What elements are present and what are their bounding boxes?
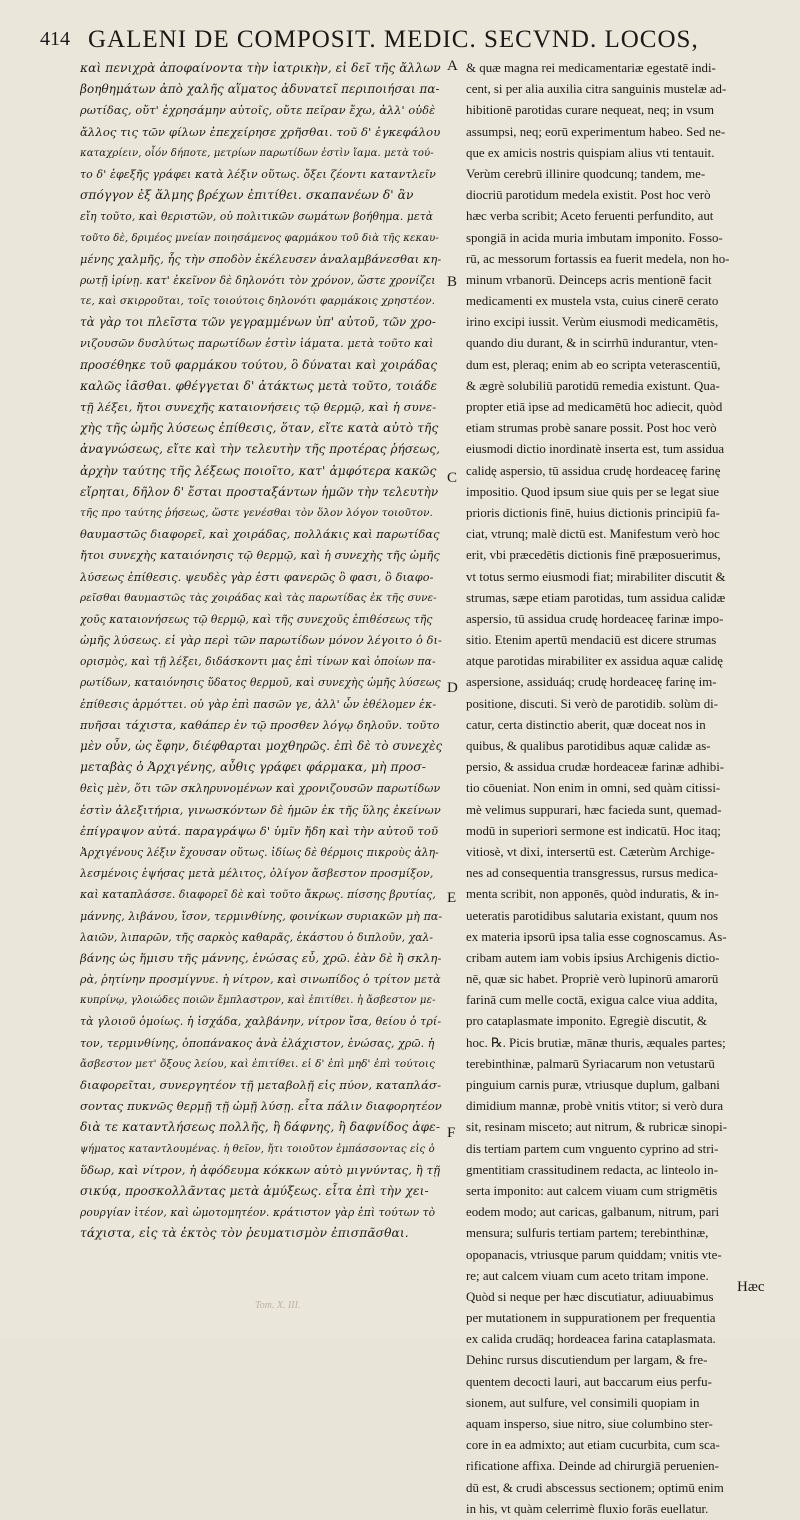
text-line: ἤτοι συνεχὴς καταιόνησις τῷ θερμῷ, καὶ ἡ συνεχὴς τῆς ὠμῆς [80, 549, 440, 563]
text-line: sionem, aut sulfure, vel consimili quopiam in [466, 1395, 700, 1410]
latin-text-column [466, 58, 766, 1520]
text-line: ex calida crudāq; hordeacea farina cataplasmata. [466, 1332, 716, 1347]
text-line: eiusmodi dictio inordinatè inserta est, tum assidua [466, 442, 725, 457]
text-line: ρὰ, ῥητίνην προσμίγνυε. ἡ νίτρον, καὶ σινωπίδος ὁ τρίτον μετὰ [80, 973, 441, 987]
bleed-through-text: Tom. X. III. [255, 1300, 301, 1311]
text-line: aspersione, assiduáq; crudę hordeaceę farinę im- [466, 675, 717, 690]
text-line: χοῦς καταιονήσεως τῷ θερμῷ, καὶ τῆς συνεχοῦς ἐπιθέσεως τῆς [80, 612, 433, 626]
margin-letter: D [447, 680, 458, 696]
text-line: σικύᾳ, προσκολλᾶντας μετὰ ἀμύξεως. εἶτα ἐπὶ τὴν χει- [80, 1183, 429, 1198]
text-line: dis tertiam partem cum vnguento cyprino ad stri- [466, 1141, 719, 1156]
text-line: ἀρχὴν ταύτης τῆς λέξεως ποιοῖτο, κατ' ἀμφότερα κακῶς [80, 463, 437, 478]
margin-letter: F [447, 1125, 456, 1141]
text-line: θεὶς μὲν, ὅτι τῶν σκληρυνομένων καὶ χρονιζουσῶν παρωτίδων [80, 782, 441, 796]
text-line: διαφορεῖται, συνεργητέον τῇ μεταβολῇ εἰς πύον, καταπλάσ- [80, 1078, 442, 1092]
text-line: ὕδωρ, καὶ νίτρον, ἡ ἀφόδευμα κόκκων αὐτὸ μιγνύντας, ἢ τῇ [80, 1162, 441, 1177]
text-line: σπόγγον ἐξ ἅλμης βρέχων ἐπιτίθει. σκαπανέων δ' ἂν [80, 188, 414, 203]
text-line: & quæ magna rei medicamentariæ egestatē indi- [466, 61, 716, 75]
margin-letter: C [447, 470, 458, 486]
text-line: μάννης, λιβάνου, ἴσον, τερμινθίνης, φοινίκων συριακῶν μὴ πα- [80, 909, 442, 923]
text-line: modū in superiori sermone est indicatū. Hoc itaq; [466, 823, 721, 838]
text-line: ueteratis parotidibus salutaria existant, quum nos [466, 908, 719, 923]
text-line: το δ' ἐφεξῆς γράφει κατὰ λέξιν οὕτως. ὄξει ζέοντι καταντλεῖν [80, 167, 436, 181]
text-line: τον, τερμινθίνης, ὀποπάνακος ἀνὰ ἐλάχιστον, ἑνώσας, χρῶ. ἡ [80, 1036, 435, 1050]
text-line: per mutationem in suppurationem per frequentia [466, 1311, 716, 1326]
text-line: βοηθημάτων ἀπὸ χαλῆς αἵματος ἀδυνατεῖ περιποιήσαι πα- [80, 82, 440, 97]
text-line: hæc verba scribit; Aceto feruenti perfundito, aut [466, 209, 714, 224]
text-line: rificatione affixa. Deinde ad chirurgiā peruenien- [466, 1459, 719, 1474]
text-line: dimidium mannæ, probè vnitis vtitor; si verò dura [466, 1099, 724, 1114]
text-line: aspersio, tū assidua crudę hordeaceę farinæ impo- [466, 611, 724, 626]
text-line: medicamenti ex mustela vsta, cuius cinerē cerato [466, 294, 719, 309]
text-line: βάνης ὡς ἥμισυ τῆς μάννης, ἑνώσας εὖ, χρῶ. ἐὰν δὲ ἢ σκλη- [80, 950, 442, 965]
text-line: ἐστὶν ἀλεξιτήρια, γινωσκόντων δὲ ἡμῶν ἐκ τῆς ὕλης ἐκείνων [80, 803, 441, 817]
text-line: θαυμαστῶς διαφορεῖ, καὶ χοιράδας, πολλάκις καὶ παρωτίδας [80, 528, 440, 542]
text-line: ὠμῆς λύσεως. εἰ γὰρ περὶ τῶν παρωτίδων μόνον λέγοιτο ὁ δι- [80, 634, 442, 648]
text-line: ἐπίγραψον αὐτά. παραγράψω δ' ὑμῖν ἤδη καὶ τὴν αὐτοῦ τοῦ [80, 823, 439, 838]
text-line: spongiā in acida muria imbutam imponito. Fosso- [466, 230, 723, 245]
text-line: eodem modo; aut caricas, galbanum, nitrum, pari [466, 1205, 720, 1220]
text-line: Verùm cerebrū illinire quodcunq; tandem, me- [466, 166, 706, 181]
text-line: τὰ γὰρ τοι πλεῖστα τῶν γεγραμμένων ὑπ' αὐτοῦ, τῶν χρο- [80, 315, 436, 330]
text-line: assumpsi, neq; eorū experimentum habeo. Sed ne- [466, 124, 726, 139]
text-line: cribam autem iam vobis ipsius Archigenis dictio- [466, 950, 720, 965]
text-line: ἄλλος τις τῶν φίλων ἐπεχείρησε χρῆσθαι. τοῦ δ' ἐγκεφάλου [80, 124, 441, 139]
text-line: μὲν οὖν, ὡς ἔφην, διέφθαρται μοχθηρῶς. ἐπὶ δὲ τὸ συνεχὲς [80, 739, 442, 753]
text-line: τὰ γλοιοῦ ὁμοίως. ἡ ἰσχάδα, χαλβάνην, νίτρον ἴσα, θείου ὁ τρί- [80, 1015, 442, 1029]
text-line: aquam inspersο, siue nitro, siue columbino ster- [466, 1417, 713, 1431]
text-line: mè velimus suppurari, hæc facieda sunt, quemad- [466, 802, 722, 817]
text-line: ρουργίαν ἰτέον, καὶ ὠμοτομητέον. κράτιστον γὰρ ἐπὶ τούτων τὸ [80, 1206, 436, 1220]
text-line: ρωτίδας, οὔτ' ἐχρησάμην αὐτοῖς, οὔτε πεῖραν ἔχω, ἀλλ' οὐδὲ [80, 104, 436, 118]
text-line: nē, quæ sic habet. Propriè verò lupinorū amarorū [466, 972, 719, 987]
text-line: ἀναγνώσεως, εἴτε καὶ τὴν τελευτὴν τῆς προτέρας ῥήσεως, [80, 442, 440, 457]
text-line: propter etiā ipse ad medicamētū hoc adiecit, quòd [466, 400, 723, 414]
text-line: pinguium carnis puræ, vtriusque duplum, galbani [466, 1078, 720, 1092]
text-line: νιζουσῶν δυσλύτως παρωτίδων ἐστὶν ἰάματα. μετὰ τοῦτο καὶ [80, 337, 434, 351]
text-line: τάχιστα, εἰς τὰ ἐκτὸς τὸν ῥευματισμὸν ἐπισπᾶσθαι. [80, 1226, 409, 1241]
text-line: Dehinc rursus discutiendum per largam, & fre- [466, 1353, 708, 1368]
text-line: prioris dictionis finē, huius dictionis principiū fa- [466, 505, 720, 520]
text-line: tio cōueniat. Non enim in omni, sed quàm citissi- [466, 781, 721, 796]
text-line: πυῆσαι τάχιστα, καθάπερ ἐν τῷ προσθεν λόγῳ δηλοῦν. τοῦτο [80, 718, 440, 732]
text-line: positione, discuti. Si verò de parotidib. solùm di- [466, 696, 719, 711]
text-line: διὰ τε καταντλήσεως πολλῆς, ἢ δάφνης, ἢ δαφνίδος ἀφε- [80, 1120, 441, 1135]
text-line: ἐπίθεσις ἁρμόττει. οὐ γὰρ ἐπὶ πασῶν γε, ἀλλ' ὧν ἐθέλομεν ἐκ- [80, 697, 437, 711]
text-line: quentem decocti lauri, aut baccarum eius perfu- [466, 1374, 712, 1389]
text-line: & ægrè solubiliū parotidū remedia existunt. Qua- [466, 378, 720, 393]
text-line: in his, vt quàm celerrimè fluxio forās euellatur. [466, 1501, 709, 1516]
text-line: que ex amicis nostris quispiam alius vti tentauit. [466, 145, 715, 160]
text-line: serta imponito: aut calcem viuam cum strigmētis [466, 1183, 718, 1198]
text-line: ρεῖσθαι θαυμαστῶς τὰς χοιράδας καὶ τὰς παρωτίδας ἐκ τῆς συνε- [80, 591, 437, 604]
text-line: dum est, pleraq; enim ab eo scripta veterascentiū, [466, 357, 721, 372]
text-line: εἴρηται, δῆλον δ' ἔσται προσταξάντων ἡμῶν τὴν τελευτὴν [80, 484, 439, 499]
text-line: erit, vbi præcedētis dictionis finē præposuerimus, [466, 548, 721, 563]
text-line: quibus, & qualibus parotidibus aquæ calidæ as- [466, 739, 711, 753]
text-line: farinā cum melle coctā, exigua calce viua addita, [466, 993, 718, 1008]
text-line: sit, resinam misceto; aut nitrum, & rubricæ sinopi- [466, 1120, 727, 1135]
text-line: sitio. Etenim apertū mendaciū est dicere strumas [466, 633, 717, 648]
text-line: rū, ac messorum fortassis ea fuerit medela, non ho- [466, 251, 730, 266]
text-line: καταχρίειν, οἷόν δήποτε, μετρίων παρωτίδων ἐστὶν ἴαμα. μετὰ τού- [80, 147, 434, 159]
text-line: core in ea admixto; aut etiam cucurbita, cum sca- [466, 1438, 720, 1453]
text-line: ορισμὸς, καὶ τῇ λέξει, διδάσκοντι μας ἐπὶ τίνων καὶ ὁποίων πα- [80, 655, 436, 669]
page-number: 414 [40, 28, 70, 50]
text-line: καὶ πενιχρὰ ἀποφαίνοντα τὴν ἰατρικὴν, εἰ δεῖ τῆς ἄλλων [80, 61, 441, 75]
text-line: ψήματος καταντλουμένας. ἡ θεῖον, ἤτι τοιοῦτον ἐμπάσσοντας εἰς ὁ [80, 1143, 435, 1155]
text-line: τοῦτο δὲ, δριμέος μνείαν ποιησάμενος φαρμάκου τοῦ διὰ τῆς κεκαυ- [80, 232, 439, 244]
running-head: GALENI DE COMPOSIT. MEDIC. SECVND. LOCOS, [88, 26, 699, 53]
text-line: ex materia ipsorū ipsa talia esse cognoscamus. As- [466, 929, 727, 944]
text-line: καὶ καταπλάσσε. διαφορεῖ δὲ καὶ τοῦτο ἄκρως. πίσσης βρυτίας, [80, 888, 436, 902]
text-line: atque parotidas mirabiliter ex assidua aquæ calidę [466, 654, 724, 669]
text-line: καλῶς ἰᾶσθαι. φθέγγεται δ' ἀτάκτως μετὰ τοῦτο, τοιάδε [80, 378, 438, 393]
text-line: terebinthinæ, palmarū Syriacarum non vetustarū [466, 1056, 715, 1071]
text-line: τῆς προ ταύτης ῥήσεως, ὥστε γενέσθαι τὸν ὅλον λόγον τοιοῦτον. [80, 506, 433, 519]
text-line: menta scribit, non apponēs, quòd induratis, & in- [466, 887, 719, 902]
text-line: catur, certa distinctio aberit, quæ doceat nos in [466, 717, 706, 732]
text-line: minum vrbanorū. Deinceps acris mentionē facit [466, 272, 712, 287]
margin-letter: A [447, 58, 458, 74]
text-line: λαιῶν, λιπαρῶν, τῆς σαρκὸς καθαρᾶς, ἑκάστου ὁ διπλοῦν, χαλ- [80, 930, 434, 944]
text-line: irino excipi iussit. Verùm eiusmodi medicamētis, [466, 315, 719, 330]
text-line: vitiosè, vt dixi, intersertū est. Cæterùm Archige- [466, 844, 715, 859]
text-line: mensura; sulfuris tertiam partem; terebinthinæ, [466, 1226, 709, 1241]
text-line: vt totus sermo eiusmodi fiat; mirabiliter discutit & [466, 569, 726, 584]
text-line: λύσεως ἐπίθεσις. ψευδὲς γὰρ ἐστι φανερῶς ὃ φασι, ὃ διαφο- [80, 570, 434, 584]
text-line: ρωτίδων, καταιόνησις ὕδατος θερμοῦ, καὶ συνεχὴς ὠμῆς λύσεως [80, 676, 441, 690]
text-line: σοντας πυκνῶς θερμῇ τῇ ὠμῇ λύσῃ. εἶτα πάλιν διαφορητέον [80, 1099, 442, 1114]
text-line: ciat, vtrunq; malè dictū est. Manifestum verò hoc [466, 527, 720, 542]
text-line: λεσμένοις ἑψήσας μετὰ μέλιτος, ὀλίγον ἄσβεστον προσμίξον, [80, 867, 434, 881]
text-line: ρωτῇ ἰρίνῃ. κατ' ἐκεῖνον δὲ δηλονότι τὸν χρόνον, ὥστε χρονίζει [80, 273, 436, 287]
text-line: strumas, sæpe etiam parotidas, tum assidua calidæ [466, 590, 726, 605]
text-line: impositio. Quod ipsum siue quis per se legat siue [466, 484, 720, 499]
page-header [40, 26, 760, 60]
margin-letter: E [447, 890, 457, 906]
text-line: quando diu durant, & in scirrhū indurantur, vten- [466, 336, 718, 351]
text-line: Quòd si neque per hæc discutiatur, adiuuabimus [466, 1289, 714, 1304]
text-line: τε, καὶ σκιρροῦται, τοῖς τοιούτοις δηλονότι φαρμάκοις χρηστέον. [80, 295, 436, 308]
greek-text-column [80, 58, 442, 1245]
text-line: μεταβὰς ὁ Ἀρχιγένης, αὖθις γράφει φάρμακα, μὴ προσ- [80, 760, 426, 775]
text-line: opopanacis, vtriusque parum quiddam; vnitis vte- [466, 1247, 722, 1262]
text-line: etiam strumas probè sanare possit. Post hoc verò [466, 421, 717, 436]
text-line: cent, si per alia auxilia citra sanguinis mustelæ ad- [466, 82, 727, 97]
text-line: diocriū parotidum medela existit. Post hoc verò [466, 188, 711, 203]
text-line: gmentitiam crassitudinem redacta, ac linteolo in- [466, 1162, 718, 1177]
text-line: Ἀρχιγένους λέξιν ἔχουσαν οὕτως. ἰδίως δὲ θέρμοις πικροὺς ἀλη- [80, 845, 439, 859]
text-line: dū est, & crudi abscessus sectionem; optimū enim [466, 1480, 724, 1495]
text-line: hoc. ℞. Picis brutiæ, mānæ thuris, æquales partes; [466, 1035, 726, 1050]
text-line: μένης χαλμῆς, ἧς τὴν σποδὸν ἐκέλευσεν ἀναλαμβάνεσθαι κη- [80, 252, 442, 266]
text-line: προσέθηκε τοῦ φαρμάκου τούτου, ὃ δύναται καὶ χοιράδας [80, 357, 438, 372]
catchword: Hæc [737, 1279, 765, 1295]
text-line: pro cataplasmate imponito. Egregiè discutit, & [466, 1014, 707, 1029]
text-line: τῇ λέξει, ἤτοι συνεχῆς καταιονήσεις τῷ θερμῷ, καὶ ἡ συνε- [80, 400, 437, 414]
text-line: persio, & assidua crudæ hordeaceæ farinæ adhibi- [466, 760, 725, 775]
text-line: calidę aspersio, tū assidua crudę hordeaceę farinę [466, 463, 721, 478]
text-line: κυπρίνῳ, γλοιώδες ποιῶν ἔμπλαστρον, καὶ ἐπιτίθει. ἡ ἄσβεστον με- [80, 995, 436, 1007]
text-line: hibitionē parotidas curare nequeat, neq; in vsum [466, 103, 715, 118]
text-line: ἄσβεστον μετ' ὄξους λείου, καὶ ἐπιτίθει. εἰ δ' ἐπὶ μηδ' ἐπὶ τούτοις [80, 1057, 435, 1070]
text-line: χὴς τῆς ὠμῆς λύσεως ἐπίθεσις, ὅταν, εἴτε κατὰ αὐτὸ τῆς [80, 421, 439, 436]
text-line: re; aut calcem viuam cum aceto tritam impone. [466, 1268, 709, 1283]
text-line: nes ad consequentia transgressus, rursus medica- [466, 866, 719, 881]
text-line: εἴη τοῦτο, καὶ θεριστῶν, οὐ πολιτικῶν σωμάτων βοήθημα. μετὰ [80, 210, 434, 224]
margin-letter: B [447, 274, 458, 290]
